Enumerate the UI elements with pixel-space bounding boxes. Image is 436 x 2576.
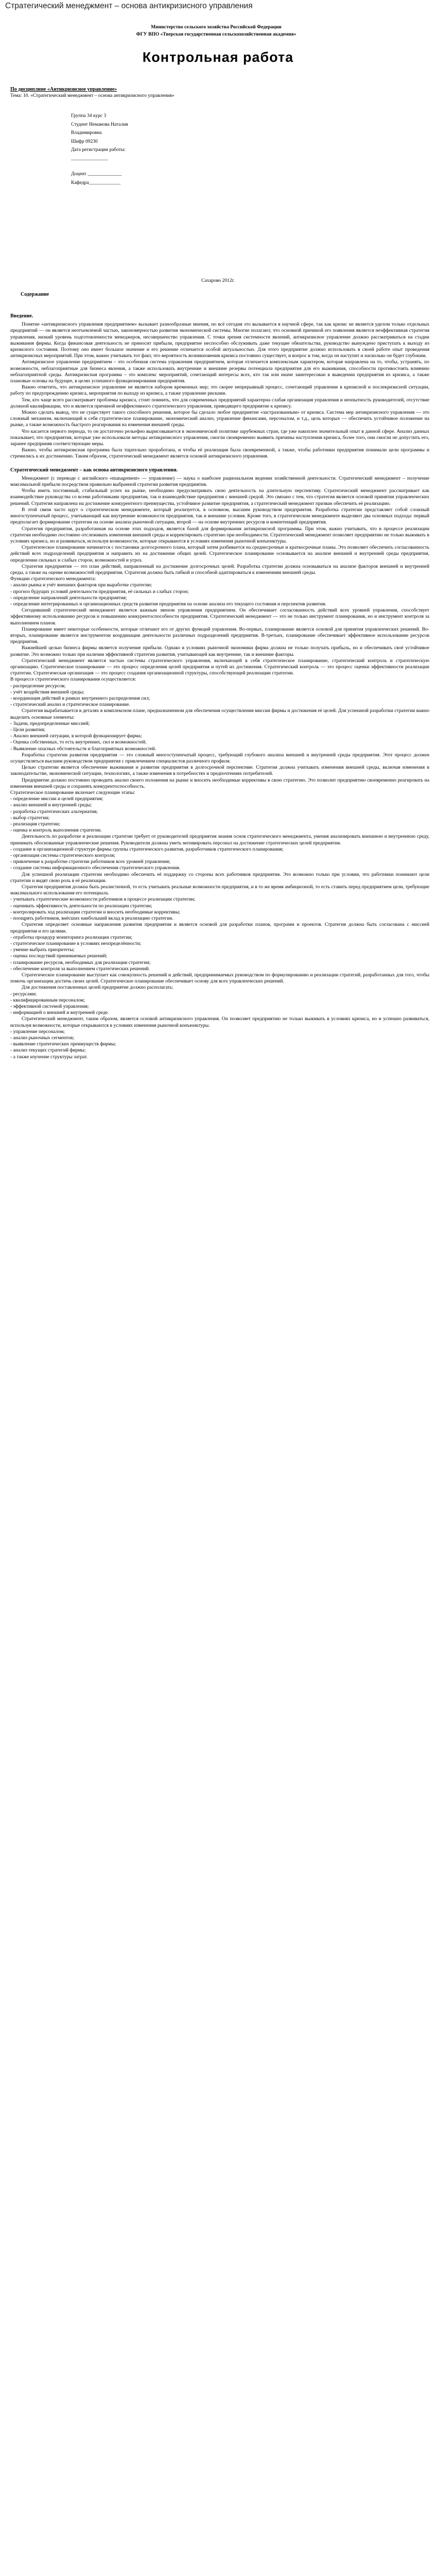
paragraph: - квалифицированным персоналом; (10, 997, 85, 1003)
planning-intro: Стратегическое планирование включает следующие этапы: (10, 790, 135, 796)
paragraph: Для достижения поставленных целей предприятие должно располагать: (22, 985, 173, 991)
paragraph: Чтобы иметь постоянный, стабильный успех на рынке, необходимо предусматривать свою деятельность на длительную перспективу. Стратегический менеджмент рассматривает как взаимодействие руководства со всеми работниками предприятия, так и взаимодействие предприятия с внешней средой. Это связано с тем, что стратегия является основой принятия управленческих решений. Стратегия направлена на достижение конкурентного преимущества, устойчивое развитие предприятия, а стратегический менеджмент призван обеспечить её реализацию. (10, 488, 429, 506)
paragraph: Важно, чтобы антикризисная программа была тщательно проработана, и чтобы её реализация была своевременной, а также, чтобы работники предприятия понимали цели программы и стремились к их достижению. Таким образом, стратегический менеджмент является основой антикризисного управления. (10, 447, 429, 460)
list-item: - разработка стратегических альтернатив; (10, 808, 98, 815)
list-item: - анализ внешней и внутренней среды; (10, 802, 92, 808)
paragraph: - оценка последствий принимаемых решений; (10, 953, 108, 959)
paragraph: - ресурсами; (10, 991, 37, 997)
paragraph: Что касается первого периода, то он достаточно рельефно вырисовывается в экономической политике зарубежных стран, где уже накоплен значительный опыт в данной сфере. Анализ данных показывает, что предприятия, которые уже использовали методы антикризисного управления, смогли своевременно выявить причины наступления кризиса, более того, они смогли не допустить его, заранее предприняв соответствующие меры. (10, 428, 429, 447)
paragraph: - анализ текущих стратегий фирмы; (10, 1047, 86, 1054)
paragraph: Стратегический менеджмент, таким образом, является основой антикризисного управления. Он позволяет предприятию не только выживать в условиях кризиса, но и успешно развиваться, используя возможности, которые открываются в условиях изменения рыночной конъюнктуры. (10, 1016, 429, 1028)
paragraph: Стратегия предприятия — это план действий, направленный на достижение долгосрочных целей. Разработка стратегии должна основываться на анализе факторов внешней и внутренней среды, а также на оценке возможностей предприятия. Стратегия должна быть гибкой и способной адаптироваться к изменениям внешней среды. (10, 563, 429, 575)
paragraph: Целью стратегии является обеспечение выживания и развития предприятия в долгосрочной перспективе. Стратегия должна учитывать изменения внешней среды, включая изменения в законодательстве, экономической ситуации, технологиях, а также изменения в потребностях и предпочтениях потребителей. (10, 765, 429, 777)
section1-paragraphs-6 (10, 972, 429, 1060)
paragraph: - создание системы информационного обеспечения стратегического управления. (10, 865, 181, 871)
paragraph: - анализ рыночных сегментов; (10, 1035, 74, 1041)
paragraph: - отработка процедур мониторинга реализации стратегии; (10, 934, 133, 940)
section1-paragraphs (10, 476, 429, 576)
paragraph: Стратегическое планирование выступает как совокупность решений и действий, предпринимаемых руководством по формулированию и реализации стратегий, разработанных для того, чтобы помочь организации достичь своих целей. Стратегическое планирование обеспечивает основу для всех управленческих решений. (10, 972, 429, 985)
paragraph: Сегодняшний стратегический менеджмент является важным звеном управления предприятием. Он обеспечивает согласованность действий всех уровней управления, способствует эффективному использованию ресурсов и повышению конкурентоспособности предприятия. Стратегический менеджмент — это не только инструмент планирования, но и инструмент контроля за выполнением планов. (10, 607, 429, 626)
work-type-title: Контрольная работа (142, 49, 294, 65)
topic-line: Тема: 10. «Стратегический менеджмент – основа антикризисного управления» (10, 93, 175, 98)
student-name: Студент Неманова Наталия (71, 122, 128, 127)
paragraph: - обеспечение контроля за выполнением стратегических решений. (10, 965, 150, 972)
resources-list (10, 683, 429, 708)
intro-heading: Введение. (10, 313, 33, 319)
paragraph: - организация системы стратегического контроля; (10, 853, 115, 859)
docent-line: Доцент ______________ (71, 172, 122, 177)
paragraph: Понятие «антикризисного управления предприятием» вызывает разнообразные мнения, но всё сегодня это вызывается в научной сфере, так как кризис не является уделом только отдельных предприятий — он является неотъемлемой частью, закономерностью развития экономической системы. Многие полагают, что основной причиной его появления является неэффективная стратегия управления, низкий уровень подготовленности менеджеров, несовершенство управления. С точки зрения системности явлений, антикризисное управление должно рассматриваться на стадии выживания фирмы. Когда финансовая деятельность не приносит прибыли, предприятие неспособно обслуживать даже текущие обязательства, руководство вынуждено приступать к выходу из кризисного состояния. Поэтому оно имеет большое значение и его решение отличается особой актуальностью. Для этого предприятие должно использовать в своей работе опыт проведения антикризисных мероприятий. При этом, важно учитывать тот факт, что вероятность возникновения кризиса постоянно существует, и вопрос в том, когда он наступит и насколько он будет глубоким. (10, 321, 429, 359)
paragraph: - умение выбрать приоритеты; (10, 947, 75, 953)
paragraph: Планирование имеет некоторые особенности, которые отличают его от других функций управления. Во-первых, планирование является основой для принятия управленческих решений. Во-вторых, планирование является инструментом координации деятельности различных подразделений предприятия. В-третьих, планирование обеспечивает эффективное использование ресурсов предприятия. (10, 626, 429, 645)
student-cipher: Шифр 09230 (71, 139, 98, 144)
student-patronymic: Владимировна (71, 130, 102, 135)
university-name: ФГУ ВПО «Тверская государственная сельскохозяйственная академия» (136, 32, 297, 37)
paragraph: Важнейшей целью бизнеса фирмы является получение прибыли. Однако в условиях рыночной экономики фирма должна не только получать прибыль, но и обеспечивать своё устойчивое развитие. Это возможно только при наличии эффективной стратегии развития, учитывающей как внутренние, так и внешние факторы. (10, 645, 429, 657)
list-item: - определение интегрированных и организационных средств развития предприятия на основе анализа его текущего состояния и перспектив развития. (10, 601, 326, 607)
discipline-line: По дисциплине «Антикризисное управление» (10, 87, 117, 92)
student-group: Группа 34 курс 3 (71, 113, 107, 118)
list-item: - стратегический анализ и стратегическое планирование. (10, 702, 130, 708)
paragraph: Стратегия вырабатывается в деталях в комплексном плане, предназначенном для обеспечения осуществления миссии фирмы и достижения её целей. Для успешной разработки стратегии важно выделить основные элементы: (10, 708, 429, 720)
city-year: Сахарово 2012г. (201, 278, 235, 283)
paragraph: - выявление стратегических преимуществ фирмы; (10, 1041, 116, 1047)
paragraph: - а также изучение структуры затрат. (10, 1054, 88, 1060)
paragraph: Менеджмент (с переводе с английского «management» — управление) — наука о наиболее рациональном ведении хозяйственной деятельности. Стратегический менеджмент – получение максимальной прибыли посредством правильно выбранной стратегии развития предприятия. (10, 475, 429, 488)
paragraph: Антикризисное управление предприятием – это особенная система управления предприятием, которая отличается комплексным характером, которая направлена на то, чтобы, устранять, по возможности, неблагоприятные для бизнеса явления, а также использовать внутренние и внешние резервы потенциала предприятия для его выживания, способности противостоять влиянию неблагоприятной среды. Антикризисная программа – это комплекс мероприятий, сочетающий интересы всех, кто так или иначе заинтересован в выведении предприятия из кризиса, а также плановые основы на будущее, в целях успешного функционирования предприятия. (10, 359, 429, 384)
section1-paragraphs-3 (10, 708, 429, 720)
section1-paragraphs-2 (10, 607, 429, 676)
paragraph: Важно отметить, что антикризисное управление не является набором временных мер; это скорее непрерывный процесс, сочетающий управление в кризисной и послекризисной ситуации, работу по предупреждению кризиса, мероприятия по выходу из кризиса, а также управление рисками. (10, 384, 429, 397)
paragraph: - контролировать ход реализации стратегии и вносить необходимые коррективы; (10, 909, 181, 915)
paragraph: - поощрять работников, внёсших наибольший вклад в реализацию стратегии. (10, 916, 173, 922)
list-item: - Выявление опасных обстоятельств и благоприятных возможностей. (10, 745, 156, 752)
paragraph: Стратегия определяет основные направления развития предприятия и является основой для разработки планов, программ и проектов. Стратегия должна быть согласована с миссией предприятия и его целями. (10, 922, 429, 934)
list-item: - анализ рынка и учёт внешних факторов при выработке стратегии; (10, 582, 152, 588)
paragraph: - эффективной системой управления; (10, 1003, 89, 1009)
chair-line: Кафедра_____________ (71, 180, 121, 185)
paragraph: Стратегический менеджмент является частью системы стратегического управления, включающей в себя стратегическое планирование, стратегический контроль и стратегическую организацию. Стратегическое планирование — это процесс определения целей предприятия и путей их достижения. Стратегический контроль — это процесс оценки эффективности реализации стратегии. Стратегическая организация — это процесс создания организационной структуры, способствующей реализации стратегии. (10, 657, 429, 676)
paragraph: Можно сделать вывод, что не существует такого способного решения, которое бы сделало любое предприятие «застрахованным» от кризиса. Система мер антикризисного управления — это сложный механизм, включающий в себя стратегическое планирование, экономический анализ, управление финансами, персоналом, и т.д., цель которых — обеспечить устойчивое положение на рынке, а также возможность быстрого реагирования на изменения внешней среды. (10, 410, 429, 428)
list-item: - определение миссии и целей предприятия; (10, 796, 103, 802)
list-item: - распределение ресурсов; (10, 683, 66, 689)
student-info (71, 112, 225, 187)
list-item: - Оценка собственных, то есть внутренних, сил и возможностей; (10, 739, 147, 745)
paragraph: Разработка стратегии развития предприятия — это сложный многоступенчатый процесс, требующий глубокого анализа внешней и внутренней среды предприятия. Этот процесс должен осуществляться высшим руководством предприятия с привлечением специалистов различного профиля. (10, 752, 429, 765)
paragraph: Предприятие должно постоянно проводить анализ своего положения на рынке и вносить необходимые коррективы в свою стратегию. Это позволит предприятию своевременно реагировать на изменения внешней среды и сохранять конкурентоспособность. (10, 777, 429, 789)
paragraph: Стратегия предприятия должна быть реалистичной, то есть учитывать реальные возможности предприятия, и в то же время амбициозной, то есть ставить перед предприятием цели, требующие максимального использования его потенциала. (10, 884, 429, 896)
list-item: - координация действий в рамках внутреннего распределения сил; (10, 695, 150, 701)
document-body (10, 313, 429, 1060)
list-item: - реализация стратегии; (10, 821, 60, 827)
paragraph: Деятельность по разработке и реализации стратегии требует от руководителей предприятия знания основ стратегического менеджмента, умения анализировать внешнюю и внутреннюю среду, принимать обоснованные управленческие решения. Руководители должны уметь мотивировать персонал на достижение стратегических целей предприятия. (10, 834, 429, 846)
paragraph: - учитывать стратегические возможности работников в процессе реализации стратегии; (10, 896, 196, 903)
paragraph: - создание в организационной структуре фирмы группы стратегического развития, разработчиков стратегического планирования; (10, 846, 284, 852)
paragraph: Для успешной реализации стратегии необходимо обеспечить её поддержку со стороны всех работников предприятия. Это возможно только при условии, что работники понимают цели стратегии и видят свою роль в её реализации. (10, 871, 429, 884)
list-intro: В процессе стратегического планирования осуществляется: (10, 676, 136, 683)
section1-paragraphs-4 (10, 752, 429, 790)
list-item: - Задачи, предопределенные миссией; (10, 720, 90, 726)
paragraph: - оценивать эффективность деятельности по реализации стратегии; (10, 903, 152, 909)
list-item: - Анализ внешней ситуации, в которой функционирует фирма; (10, 733, 142, 739)
list-item: - определение направлений деятельности предприятия; (10, 595, 127, 601)
functions-list (10, 582, 429, 607)
paragraph: - планирование ресурсов, необходимых для реализации стратегии; (10, 959, 151, 965)
list-item: - учёт воздействия внешней среды; (10, 689, 84, 695)
list-item: - Цели развития; (10, 727, 46, 733)
paragraph: Тем, кто чаще всего рассматривает проблемы кризиса, стоит помнить, что для современных предприятий характерна слабая организация управления и неопытность руководителей, отсутствие должной квалификации, что и является причиной неэффективного стратегического управления, приводящего предприятие к кризису. (10, 397, 429, 409)
page-title: Стратегический менеджмент – основа антикризисного управления (5, 2, 253, 10)
list-item: - выбор стратегии; (10, 815, 50, 821)
registration-date: Дата регистрации работы: (71, 147, 126, 152)
paragraph: - стратегическое планирование в условиях неопределённости; (10, 940, 142, 946)
section1-paragraphs-5 (10, 834, 429, 972)
ministry-name: Министерство сельского хозяйства Российской Федерации (151, 25, 282, 30)
paragraph: - привлечение к разработке стратегии работников всех уровней управления; (10, 859, 170, 865)
header-block (62, 24, 371, 38)
section1-heading: Стратегический менеджмент – как основа антикризисного управления. (10, 467, 178, 473)
strategy-elements-list (10, 721, 429, 752)
registration-blank: _______________ (71, 156, 108, 161)
paragraph: В этой связи часто идут о стратегическом менеджменте, который реализуется, в основном, высшим руководством предприятия. Разработка стратегии представляет собой сложный многоступенчатый процесс, учитывающий как внутренние возможности предприятия, так и внешние условия. Кроме того, в стратегическом менеджменте выделяют два основных подхода: первый предполагает формирование стратегии на основе анализа рыночной ситуации, второй — на основе внутренних ресурсов и компетенций предприятия. (10, 506, 429, 526)
paragraph: - управление персоналом; (10, 1028, 65, 1035)
paragraph: Стратегическое планирование начинается с постановки долгосрочного плана, который затем разбивается на среднесрочные и краткосрочные планы. Это позволяет обеспечить согласованность действий всех подразделений предприятия и направить их на достижение общих целей. Стратегическое планирование основывается на анализе внешней и внутренней среды предприятия, определении сильных и слабых сторон, возможностей и угроз. (10, 545, 429, 563)
planning-list (10, 796, 429, 834)
toc-heading: Содержание (21, 292, 49, 297)
list-item: - оценка и контроль выполнения стратегии. (10, 827, 102, 834)
list-item: - прогноз будущих условий деятельности предприятия, её сильных и слабых сторон; (10, 588, 189, 595)
functions-intro: Функции стратегического менеджмента: (10, 576, 96, 582)
paragraph: Стратегия предприятия, разработанная на основе этих подходов, является базой для формирования антикризисной программы. При этом, важно учитывать, что в процессе реализации стратегии необходимо постоянно отслеживать изменения внешней среды и корректировать стратегию при необходимости. Стратегический менеджмент позволяет предприятию не только выживать в условиях кризиса, но и развиваться, используя возможности, которые открываются в условиях изменения рыночной конъюнктуры. (10, 526, 429, 544)
intro-paragraphs (10, 321, 429, 460)
paragraph: - информацией о внешней и внутренней среде. (10, 1010, 109, 1016)
